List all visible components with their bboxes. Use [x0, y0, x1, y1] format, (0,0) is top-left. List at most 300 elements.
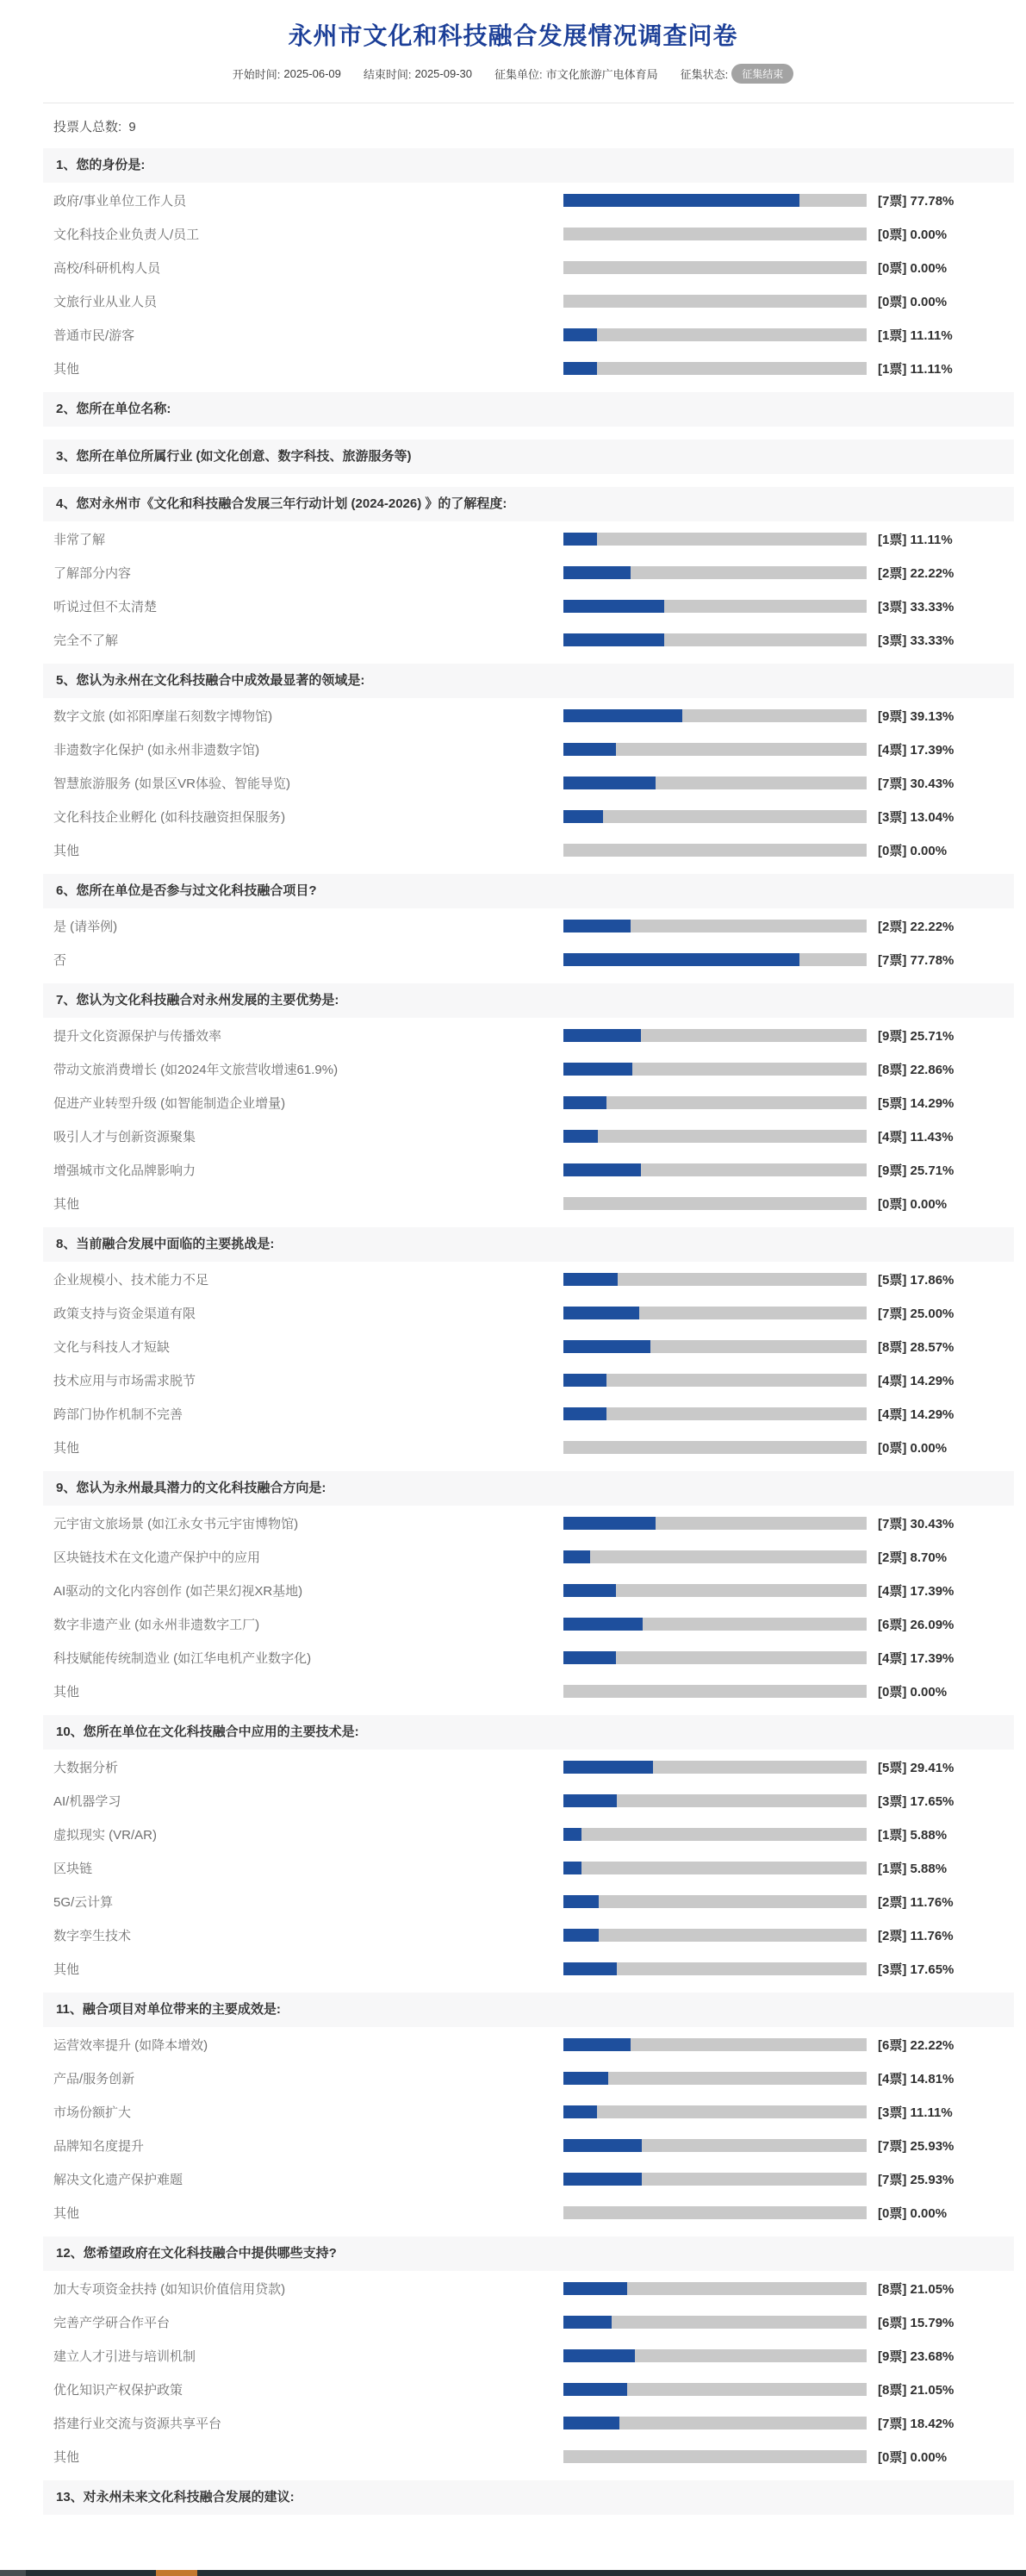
- meta-status: [681, 64, 794, 84]
- vote-bar-track: [563, 1618, 867, 1631]
- option-row: [43, 2373, 1014, 2406]
- question-title: 1、您的身份是:: [43, 148, 1014, 183]
- vote-bar-fill: [563, 2139, 642, 2152]
- vote-result-text: [3票] 11.11%: [878, 2105, 953, 2120]
- question-section: [43, 874, 1014, 976]
- option-row: [43, 589, 1014, 623]
- option-label: 其他: [53, 844, 80, 858]
- vote-result-text: [9票] 25.71%: [878, 1163, 954, 1178]
- question-title: 8、当前融合发展中面临的主要挑战是:: [43, 1227, 1014, 1262]
- option-row: [43, 1296, 1014, 1330]
- vote-bar-track: [563, 1929, 867, 1942]
- vote-bar-track: [563, 1584, 867, 1597]
- vote-result-text: [7票] 30.43%: [878, 1517, 954, 1531]
- option-label: 区块链技术在文化遗产保护中的应用: [53, 1550, 261, 1565]
- option-row: [43, 2339, 1014, 2373]
- vote-result-text: [9票] 25.71%: [878, 1029, 954, 1044]
- vote-bar-track: [563, 566, 867, 579]
- option-label: 完善产学研合作平台: [53, 2316, 171, 2330]
- option-row: [43, 1574, 1014, 1607]
- vote-bar-fill: [563, 1618, 643, 1631]
- vote-bar-track: [563, 2139, 867, 2152]
- vote-bar-track: [563, 709, 867, 722]
- option-list: [43, 521, 1014, 657]
- vote-result-text: [1票] 11.11%: [878, 362, 953, 377]
- vote-bar-track: [563, 1828, 867, 1841]
- vote-bar-fill: [563, 2349, 635, 2362]
- option-label: 了解部分内容: [53, 566, 132, 581]
- option-label: 文化与科技人才短缺: [53, 1340, 171, 1355]
- vote-bar-track: [563, 2038, 867, 2051]
- option-row: [43, 2406, 1014, 2440]
- option-row: [43, 2028, 1014, 2061]
- vote-result-text: [8票] 22.86%: [878, 1063, 954, 1077]
- vote-result-text: [7票] 18.42%: [878, 2417, 954, 2431]
- vote-bar-fill: [563, 1584, 616, 1597]
- question-section: [43, 664, 1014, 867]
- question-title: 2、您所在单位名称:: [43, 392, 1014, 427]
- vote-bar-fill: [563, 953, 799, 966]
- status-badge: 征集结束: [731, 64, 793, 84]
- vote-bar-fill: [563, 1828, 581, 1841]
- vote-bar-track: [563, 633, 867, 646]
- vote-result-text: [4票] 17.39%: [878, 1584, 954, 1599]
- option-label: 优化知识产权保护政策: [53, 2383, 183, 2398]
- question-title: 12、您希望政府在文化科技融合中提供哪些支持?: [43, 2236, 1014, 2271]
- vote-result-text: [4票] 14.81%: [878, 2072, 954, 2086]
- vote-result-text: [2票] 11.76%: [878, 1895, 954, 1910]
- vote-bar-track: [563, 1163, 867, 1176]
- horizontal-scrollbar: [0, 2570, 1026, 2576]
- option-row: [43, 2061, 1014, 2095]
- option-row: [43, 251, 1014, 284]
- option-label: 产品/服务创新: [53, 2072, 135, 2086]
- vote-bar-track: [563, 194, 867, 207]
- option-list: [43, 2027, 1014, 2230]
- vote-result-text: [3票] 13.04%: [878, 810, 954, 825]
- vote-bar-track: [563, 810, 867, 823]
- question-section: [43, 440, 1014, 474]
- vote-bar-track: [563, 1197, 867, 1210]
- question-section: [43, 2480, 1014, 2515]
- vote-bar-fill: [563, 1550, 590, 1563]
- vote-bar-fill: [563, 1895, 599, 1908]
- vote-bar-track: [563, 844, 867, 857]
- meta-organizer-value: 市文化旅游广电体育局: [545, 68, 658, 81]
- vote-result-text: [4票] 17.39%: [878, 1651, 954, 1666]
- vote-bar-track: [563, 743, 867, 756]
- vote-bar-fill: [563, 566, 631, 579]
- meta-end-time: [364, 65, 472, 82]
- vote-bar-fill: [563, 810, 603, 823]
- option-label: 企业规模小、技术能力不足: [53, 1273, 209, 1288]
- option-label: 促进产业转型升级 (如智能制造企业增量): [53, 1096, 286, 1111]
- vote-bar-fill: [563, 1130, 598, 1143]
- vote-bar-fill: [563, 2038, 631, 2051]
- option-row: [43, 184, 1014, 217]
- question-title: 5、您认为永州在文化科技融合中成效最显著的领域是:: [43, 664, 1014, 698]
- vote-bar-fill: [563, 2282, 627, 2295]
- question-title: 10、您所在单位在文化科技融合中应用的主要技术是:: [43, 1715, 1014, 1750]
- vote-result-text: [8票] 21.05%: [878, 2282, 954, 2297]
- option-row: [43, 1675, 1014, 1708]
- option-label: AI/机器学习: [53, 1794, 121, 1809]
- option-row: [43, 1431, 1014, 1464]
- vote-bar-fill: [563, 362, 597, 375]
- option-row: [43, 1086, 1014, 1120]
- option-label: 元宇宙文旅场景 (如江永女书元宇宙博物馆): [53, 1517, 299, 1531]
- option-row: [43, 1397, 1014, 1431]
- option-list: [43, 1750, 1014, 1986]
- vote-result-text: [2票] 22.22%: [878, 920, 954, 934]
- vote-bar-track: [563, 2349, 867, 2362]
- vote-result-text: [3票] 17.65%: [878, 1962, 954, 1977]
- option-label: 其他: [53, 362, 80, 377]
- option-row: [43, 522, 1014, 556]
- vote-bar-fill: [563, 2383, 627, 2396]
- option-row: [43, 1952, 1014, 1986]
- vote-result-text: [5票] 14.29%: [878, 1096, 954, 1111]
- vote-bar-track: [563, 1794, 867, 1807]
- option-row: [43, 699, 1014, 733]
- option-row: [43, 1641, 1014, 1675]
- vote-result-text: [0票] 0.00%: [878, 844, 948, 858]
- page-title: 永州市文化和科技融合发展情况调查问卷: [288, 22, 738, 49]
- option-row: [43, 2305, 1014, 2339]
- vote-bar-fill: [563, 1340, 650, 1353]
- vote-result-text: [7票] 25.00%: [878, 1307, 954, 1321]
- question-section: [43, 1993, 1014, 2230]
- option-row: [43, 1019, 1014, 1052]
- vote-bar-track: [563, 2282, 867, 2295]
- vote-bar-track: [563, 1895, 867, 1908]
- vote-bar-track: [563, 1407, 867, 1420]
- question-section: [43, 1715, 1014, 1986]
- option-label: 数字非遗产业 (如永州非遗数字工厂): [53, 1618, 260, 1632]
- option-label: 文化科技企业孵化 (如科技融资担保服务): [53, 810, 286, 825]
- vote-bar-fill: [563, 1063, 632, 1076]
- vote-bar-fill: [563, 1307, 639, 1319]
- vote-bar-track: [563, 600, 867, 613]
- vote-bar-track: [563, 777, 867, 789]
- question-title: 13、对永州未来文化科技融合发展的建议:: [43, 2480, 1014, 2515]
- option-label: 科技赋能传统制造业 (如江华电机产业数字化): [53, 1651, 312, 1666]
- vote-result-text: [3票] 33.33%: [878, 633, 954, 648]
- vote-bar-track: [563, 2450, 867, 2463]
- total-voters-label: 投票人总数:: [53, 120, 122, 134]
- results-container: [43, 103, 1014, 2528]
- vote-bar-track: [563, 1761, 867, 1774]
- vote-result-text: [4票] 11.43%: [878, 1130, 954, 1145]
- option-label: 加大专项资金扶持 (如知识价值信用贷款): [53, 2282, 286, 2297]
- option-label: 文化科技企业负责人/员工: [53, 228, 200, 242]
- vote-bar-track: [563, 920, 867, 932]
- question-title: 11、融合项目对单位带来的主要成效是:: [43, 1993, 1014, 2027]
- vote-bar-track: [563, 328, 867, 341]
- option-row: [43, 943, 1014, 976]
- vote-bar-fill: [563, 2105, 597, 2118]
- option-row: [43, 2272, 1014, 2305]
- option-row: [43, 833, 1014, 867]
- option-row: [43, 1750, 1014, 1784]
- meta-start-time: [233, 65, 341, 82]
- vote-bar-track: [563, 2173, 867, 2186]
- meta-organizer-label: 征集单位:: [494, 68, 543, 81]
- vote-bar-track: [563, 1685, 867, 1698]
- option-label: 区块链: [53, 1862, 93, 1876]
- vote-bar-fill: [563, 1163, 641, 1176]
- option-label: 大数据分析: [53, 1761, 119, 1775]
- vote-bar-fill: [563, 1096, 606, 1109]
- vote-result-text: [4票] 14.29%: [878, 1374, 954, 1388]
- option-label: 其他: [53, 2206, 80, 2221]
- vote-bar-fill: [563, 2072, 608, 2085]
- vote-result-text: [0票] 0.00%: [878, 295, 948, 309]
- vote-bar-track: [563, 1029, 867, 1042]
- option-row: [43, 1187, 1014, 1220]
- option-label: 是 (请举例): [53, 920, 118, 934]
- vote-result-text: [7票] 30.43%: [878, 777, 954, 791]
- vote-bar-fill: [563, 1374, 606, 1387]
- vote-bar-track: [563, 1441, 867, 1454]
- vote-bar-fill: [563, 1029, 641, 1042]
- question-section: [43, 983, 1014, 1220]
- vote-bar-fill: [563, 1273, 618, 1286]
- question-title: 6、您所在单位是否参与过文化科技融合项目?: [43, 874, 1014, 908]
- option-label: 搭建行业交流与资源共享平台: [53, 2417, 222, 2431]
- question-section: [43, 1471, 1014, 1708]
- vote-bar-fill: [563, 1929, 599, 1942]
- option-label: 带动文旅消费增长 (如2024年文旅营收增速61.9%): [53, 1063, 339, 1077]
- scrollbar-thumb[interactable]: [156, 2570, 197, 2576]
- meta-start-value: 2025-06-09: [283, 67, 341, 80]
- option-label: 5G/云计算: [53, 1895, 114, 1910]
- survey-meta: [0, 64, 1026, 84]
- vote-result-text: [6票] 26.09%: [878, 1618, 954, 1632]
- option-row: [43, 556, 1014, 589]
- vote-result-text: [0票] 0.00%: [878, 1685, 948, 1700]
- vote-bar-fill: [563, 2316, 612, 2329]
- vote-bar-fill: [563, 743, 616, 756]
- option-row: [43, 1607, 1014, 1641]
- vote-bar-fill: [563, 600, 664, 613]
- meta-start-label: 开始时间:: [232, 68, 281, 81]
- vote-result-text: [9票] 39.13%: [878, 709, 954, 724]
- option-label: 听说过但不太清楚: [53, 600, 158, 614]
- option-row: [43, 1784, 1014, 1818]
- option-row: [43, 1363, 1014, 1397]
- option-label: 增强城市文化品牌影响力: [53, 1163, 196, 1178]
- vote-result-text: [4票] 14.29%: [878, 1407, 954, 1422]
- option-row: [43, 2095, 1014, 2129]
- option-row: [43, 1918, 1014, 1952]
- vote-bar-track: [563, 1273, 867, 1286]
- vote-bar-fill: [563, 777, 656, 789]
- vote-result-text: [8票] 21.05%: [878, 2383, 954, 2398]
- vote-bar-fill: [563, 633, 664, 646]
- option-label: 数字文旅 (如祁阳摩崖石刻数字博物馆): [53, 709, 273, 724]
- vote-bar-track: [563, 1096, 867, 1109]
- vote-result-text: [1票] 5.88%: [878, 1828, 948, 1843]
- vote-bar-track: [563, 1651, 867, 1664]
- vote-bar-track: [563, 1307, 867, 1319]
- total-voters: [43, 117, 1014, 138]
- option-label: 智慧旅游服务 (如景区VR体验、智能导览): [53, 777, 290, 791]
- vote-bar-track: [563, 261, 867, 274]
- vote-bar-track: [563, 2383, 867, 2396]
- question-title: 4、您对永州市《文化和科技融合发展三年行动计划 (2024-2026) 》的了解程度:: [43, 487, 1014, 521]
- option-list: [43, 1018, 1014, 1220]
- option-label: 运营效率提升 (如降本增效): [53, 2038, 208, 2053]
- option-row: [43, 909, 1014, 943]
- vote-bar-track: [563, 1962, 867, 1975]
- option-row: [43, 2129, 1014, 2162]
- page-bottom-space: [0, 2528, 1026, 2570]
- vote-bar-fill: [563, 194, 799, 207]
- scrollbar-left-segment: [0, 2570, 26, 2576]
- vote-bar-track: [563, 295, 867, 308]
- question-list: [43, 148, 1014, 2515]
- question-title: 9、您认为永州最具潜力的文化科技融合方向是:: [43, 1471, 1014, 1506]
- option-row: [43, 733, 1014, 766]
- option-row: [43, 1330, 1014, 1363]
- meta-organizer: [494, 65, 658, 82]
- option-label: 政策支持与资金渠道有限: [53, 1307, 196, 1321]
- vote-bar-track: [563, 1517, 867, 1530]
- option-label: 普通市民/游客: [53, 328, 135, 343]
- vote-bar-fill: [563, 2173, 642, 2186]
- option-label: 市场份额扩大: [53, 2105, 132, 2120]
- question-title: 3、您所在单位所属行业 (如文化创意、数字科技、旅游服务等): [43, 440, 1014, 474]
- option-row: [43, 318, 1014, 352]
- vote-result-text: [2票] 22.22%: [878, 566, 954, 581]
- vote-bar-track: [563, 2072, 867, 2085]
- option-row: [43, 800, 1014, 833]
- question-section: [43, 487, 1014, 657]
- vote-bar-track: [563, 1374, 867, 1387]
- vote-result-text: [7票] 25.93%: [878, 2139, 954, 2154]
- option-row: [43, 217, 1014, 251]
- vote-result-text: [6票] 22.22%: [878, 2038, 954, 2053]
- meta-end-label: 结束时间:: [363, 68, 412, 81]
- option-row: [43, 2440, 1014, 2473]
- option-row: [43, 1153, 1014, 1187]
- vote-result-text: [0票] 0.00%: [878, 2450, 948, 2465]
- option-label: 技术应用与市场需求脱节: [53, 1374, 196, 1388]
- vote-bar-track: [563, 2105, 867, 2118]
- question-section: [43, 2236, 1014, 2473]
- option-list: [43, 908, 1014, 976]
- vote-bar-track: [563, 2417, 867, 2429]
- vote-bar-fill: [563, 1962, 617, 1975]
- option-row: [43, 623, 1014, 657]
- option-row: [43, 1506, 1014, 1540]
- option-label: 文旅行业从业人员: [53, 295, 158, 309]
- question-section: [43, 1227, 1014, 1464]
- option-label: 否: [53, 953, 67, 968]
- option-label: 非遗数字化保护 (如永州非遗数字馆): [53, 743, 260, 758]
- option-row: [43, 766, 1014, 800]
- vote-bar-fill: [563, 1794, 617, 1807]
- option-row: [43, 1120, 1014, 1153]
- vote-result-text: [1票] 5.88%: [878, 1862, 948, 1876]
- vote-bar-track: [563, 533, 867, 546]
- option-row: [43, 1263, 1014, 1296]
- vote-result-text: [7票] 77.78%: [878, 194, 954, 209]
- option-label: AI驱动的文化内容创作 (如芒果幻视XR基地): [53, 1584, 303, 1599]
- option-label: 完全不了解: [53, 633, 119, 648]
- vote-result-text: [1票] 11.11%: [878, 328, 953, 343]
- meta-status-label: 征集状态:: [680, 68, 729, 81]
- vote-result-text: [6票] 15.79%: [878, 2316, 954, 2330]
- vote-result-text: [7票] 25.93%: [878, 2173, 954, 2187]
- option-label: 其他: [53, 1685, 80, 1700]
- option-label: 建立人才引进与培训机制: [53, 2349, 196, 2364]
- vote-result-text: [2票] 11.76%: [878, 1929, 954, 1943]
- vote-bar-fill: [563, 533, 597, 546]
- vote-result-text: [5票] 17.86%: [878, 1273, 954, 1288]
- vote-bar-track: [563, 1063, 867, 1076]
- vote-bar-fill: [563, 920, 631, 932]
- meta-end-value: 2025-09-30: [414, 67, 472, 80]
- option-row: [43, 1885, 1014, 1918]
- option-list: [43, 698, 1014, 867]
- option-row: [43, 1818, 1014, 1851]
- vote-result-text: [3票] 17.65%: [878, 1794, 954, 1809]
- question-section: [43, 148, 1014, 385]
- vote-bar-track: [563, 2206, 867, 2219]
- option-label: 其他: [53, 1197, 80, 1212]
- vote-result-text: [0票] 0.00%: [878, 2206, 948, 2221]
- vote-result-text: [8票] 28.57%: [878, 1340, 954, 1355]
- vote-bar-fill: [563, 1761, 653, 1774]
- vote-result-text: [0票] 0.00%: [878, 1441, 948, 1456]
- option-label: 其他: [53, 1962, 80, 1977]
- vote-bar-track: [563, 953, 867, 966]
- total-voters-value: 9: [128, 120, 136, 134]
- option-row: [43, 2162, 1014, 2196]
- vote-result-text: [0票] 0.00%: [878, 228, 948, 242]
- option-list: [43, 2271, 1014, 2473]
- option-label: 品牌知名度提升: [53, 2139, 145, 2154]
- option-list: [43, 1262, 1014, 1464]
- option-label: 其他: [53, 2450, 80, 2465]
- vote-bar-fill: [563, 328, 597, 341]
- option-row: [43, 1540, 1014, 1574]
- vote-bar-fill: [563, 2417, 619, 2429]
- option-row: [43, 352, 1014, 385]
- vote-bar-track: [563, 228, 867, 240]
- option-label: 高校/科研机构人员: [53, 261, 161, 276]
- vote-bar-fill: [563, 709, 682, 722]
- question-section: [43, 392, 1014, 427]
- survey-header: [0, 0, 1026, 103]
- vote-bar-fill: [563, 1862, 581, 1874]
- vote-bar-track: [563, 1862, 867, 1874]
- vote-result-text: [5票] 29.41%: [878, 1761, 954, 1775]
- vote-bar-track: [563, 1130, 867, 1143]
- option-label: 非常了解: [53, 533, 106, 547]
- question-title: 7、您认为文化科技融合对永州发展的主要优势是:: [43, 983, 1014, 1018]
- vote-result-text: [3票] 33.33%: [878, 600, 954, 614]
- vote-bar-track: [563, 362, 867, 375]
- option-label: 跨部门协作机制不完善: [53, 1407, 183, 1422]
- vote-result-text: [1票] 11.11%: [878, 533, 953, 547]
- option-label: 数字孪生技术: [53, 1929, 132, 1943]
- option-row: [43, 2196, 1014, 2230]
- option-label: 吸引人才与创新资源聚集: [53, 1130, 196, 1145]
- vote-result-text: [0票] 0.00%: [878, 261, 948, 276]
